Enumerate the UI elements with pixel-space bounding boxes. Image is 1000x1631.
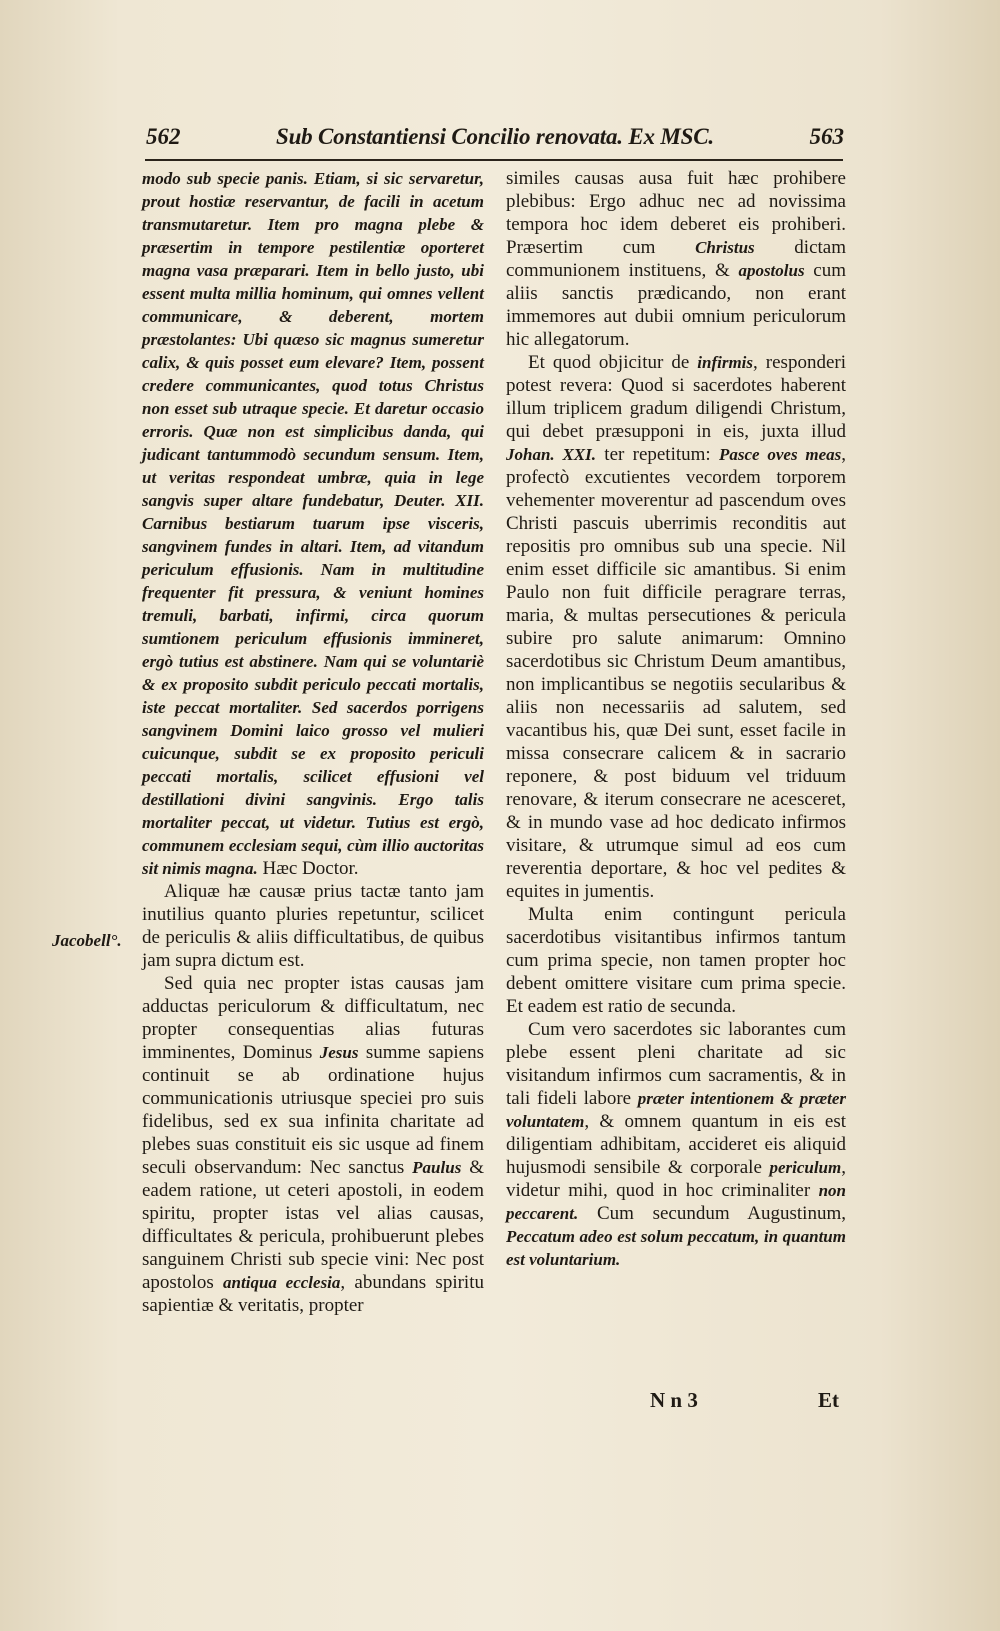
text-run: ter repetitum: xyxy=(596,444,719,465)
text-run: similes causas ausa fuit hæc prohibere plebibus: Ergo adhuc nec ad novissima tempora hoc idem deberet eis prohiberi. Præsertim cum xyxy=(506,168,846,258)
left-column xyxy=(142,167,484,1317)
right-column xyxy=(506,167,846,1271)
running-title: Sub Constantiensi Concilio renovata. Ex MSC. xyxy=(276,124,714,149)
running-header xyxy=(140,124,846,154)
catchword: Et xyxy=(818,1388,839,1412)
text-run: Cum vero sacerdotes sic laborantes cum plebe essent pleni charitate ad sic visitandum infirmos cum sacramentis, & in tali fideli labore xyxy=(506,1019,846,1109)
text-run: , responderi potest revera: Quod si sacerdotes haberent illum triplicem gradum diligendi Christum, qui debet præsupponi in eis, juxta illud xyxy=(506,352,846,442)
right-paragraph-1 xyxy=(506,167,846,351)
quoted-passage: modo sub specie panis. Etiam, si sic servaretur, prout hostiæ reservantur, de facili in acetum transmutaretur. Item pro magna plebe & præsertim in tempore pestilentiæ oporteret magna vasa præparari. Item in bello justo, ubi essent multa millia hominum, qui omnes vellent communicare, & deberent, mortem præstolantes: Ubi quæso sic magnus sumeretur calix, & quis posset eum elevare? Item, possent credere communicantes, quod totus Christus non esset sub utraque specie. Et daretur occasio erroris. Quæ non est simplicibus danda, qui judicant tantummodò secundum sensum. Item, ut veritas respondeat umbræ, quia in lege sangvis super altare fundebatur, Deuter. XII. Carnibus bestiarum tuarum ipse visceris, sangvinem fundes in altari. Item, ad vitandum periculum effusionis. Nam in multitudine frequenter fit pressura, & veniunt homines tremuli, barbati, infirmi, circa quorum sumtionem periculum effusionis immineret, ergò tutius est abstinere. Nam qui se voluntariè & ex proposito subdit periculo peccati mortalis, iste peccat mortaliter. Sed sacerdos porrigens sangvinem Domini laico grosso vel mulieri cuicunque, subdit se ex proposito periculi peccati mortalis, scilicet effusioni vel destillationi divini sangvinis. Ergo talis mortaliter peccat, ut videtur. Tutius est ergò, communem ecclesiam sequi, cùm illio auctoritas sit nimis magna. xyxy=(142,169,484,878)
header-rule xyxy=(145,159,843,161)
left-paragraph-3 xyxy=(142,972,484,1317)
text-run: , videtur mihi, quod in hoc criminaliter xyxy=(506,1157,846,1201)
italic-word: infirmis xyxy=(697,353,754,372)
italic-reference: Johan. XXI. xyxy=(506,445,596,464)
text-run: , profectò excutientes vecordem torporem vehementer moverentur ad pascendum oves Christi pascuis uberrimis reconditis aut repositis pro omnibus sub una specie. Nil enim esset difficile sic amantibus. Si enim Paulo non fuit difficile peragrare terras, maria, & multas persecutiones & pericula subire pro salute animarum: Omnino sacerdotibus sic Christum Deum amantibus, non implicantibus se negotiis secularibus & aliis non necessariis ad salutem, sed vacantibus his, quæ Dei sunt, esset facile in missa consecrare calicem & in sacrario reponere, & post biduum vel triduum renovare, & iterum consecrare ne acesceret, & in mundo vase ad hoc dedicato infirmos visitare, & utrumque simul ad eos cum reverentia deportare, & hoc vel pedites & equites in jumentis. xyxy=(506,444,847,902)
text-run: dictam communionem instituens, & xyxy=(506,237,846,281)
left-paragraph-1 xyxy=(142,167,484,880)
text-run: Sed quia nec propter istas causas jam adductas periculorum & difficultatum, nec propter consequentias alias futuras imminentes, Dominus xyxy=(142,973,484,1063)
italic-word: periculum xyxy=(769,1158,842,1177)
text-run: Et quod objicitur de xyxy=(528,352,698,373)
italic-name: Jesus xyxy=(319,1043,359,1062)
page-number-left: 562 xyxy=(146,124,181,149)
right-paragraph-4 xyxy=(506,1018,846,1271)
italic-phrase: antiqua ecclesia xyxy=(223,1273,341,1292)
text-run: cum aliis sanctis prædicando, non erant immemores aut dubii omnium periculorum hic allegatorum. xyxy=(506,260,846,350)
italic-quote: Peccatum adeo est solum peccatum, in quantum est voluntarium. xyxy=(506,1227,846,1269)
quote-attribution: Hæc Doctor. xyxy=(257,858,359,879)
text-run: , abundans spiritu sapientiæ & veritatis, propter xyxy=(142,1272,484,1316)
left-paragraph-2: Aliquæ hæ causæ prius tactæ tanto jam inutilius quanto pluries repetuntur, scilicet de periculis & aliis difficultatibus, de quibus jam supra dictum est. xyxy=(142,881,484,971)
page-number-right: 563 xyxy=(809,124,844,149)
text-run: , & omnem quantum in eis est diligentiam adhibitam, accideret eis aliquid hujusmodi sensibile & corporale xyxy=(506,1111,846,1178)
signature-mark: N n 3 xyxy=(650,1388,698,1412)
text-run: Cum secundum Augustinum, xyxy=(578,1203,846,1224)
right-paragraph-2 xyxy=(506,351,846,903)
text-run: & eadem ratione, ut ceteri apostoli, in eodem spiritu, propter istas vel alias causas, difficultates & pericula, prohibuerunt plebes sanguinem Christi sub specie vini: Nec post apostolos xyxy=(142,1157,485,1293)
italic-name: Paulus xyxy=(412,1158,462,1177)
italic-name: apostolus xyxy=(738,261,805,280)
italic-name: Christus xyxy=(695,238,755,257)
margin-note: Jacobell°. xyxy=(52,931,122,950)
italic-phrase: præter intentionem & præter voluntatem xyxy=(506,1089,846,1131)
italic-quote: Pasce oves meas xyxy=(719,445,842,464)
text-run: summe sapiens continuit se ab ordinatione hujus communicationis utriusque speciei pro suis fidelibus, sed ex sua infinita charitate ad plebes suas constituit eis sic usque ad finem seculi observandum: Nec sanctus xyxy=(142,1042,484,1178)
italic-phrase: non peccarent. xyxy=(506,1181,846,1223)
right-paragraph-3: Multa enim contingunt pericula sacerdotibus visitantibus infirmos tantum cum prima specie, non tamen propter hoc debent omittere visitare cum prima specie. Et eadem est ratio de secunda. xyxy=(506,904,846,1017)
